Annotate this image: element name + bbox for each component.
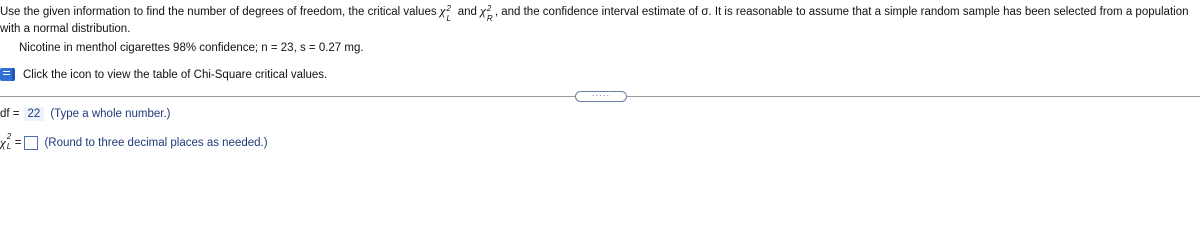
chi-left-hint: (Round to three decimal places as needed.) xyxy=(44,137,268,149)
df-answer-row xyxy=(0,107,170,121)
chi-square-left-symbol: χ 2 L xyxy=(439,3,451,23)
problem-data: Nicotine in menthol cigarettes 98% confidence; n = 23, s = 0.27 mg. xyxy=(19,42,364,54)
question-text xyxy=(0,2,1195,38)
df-hint: (Type a whole number.) xyxy=(50,108,171,120)
expand-more-button[interactable]: ····· xyxy=(575,91,627,102)
chi-square-left-label: χ 2 L xyxy=(0,132,12,151)
table-link-row xyxy=(0,68,327,81)
question-part1: Use the given information to find the number of degrees of freedom, the critical values xyxy=(0,6,440,18)
chi-left-answer-row xyxy=(0,132,268,151)
df-label: df = xyxy=(0,108,20,120)
chi-left-input[interactable] xyxy=(24,136,38,150)
table-link-text: Click the icon to view the table of Chi-Square critical values. xyxy=(23,68,328,81)
question-part2: , and the confidence interval estimate of σ. It is reasonable to assume that a simple random sample has been selected from a population with a normal distribution. xyxy=(0,6,1189,35)
question-and: and xyxy=(454,6,481,18)
df-answer-value[interactable]: 22 xyxy=(24,107,45,121)
book-icon[interactable] xyxy=(0,68,15,81)
equals-sign: = xyxy=(14,137,22,149)
chi-square-right-symbol: χ 2 R xyxy=(480,3,493,23)
